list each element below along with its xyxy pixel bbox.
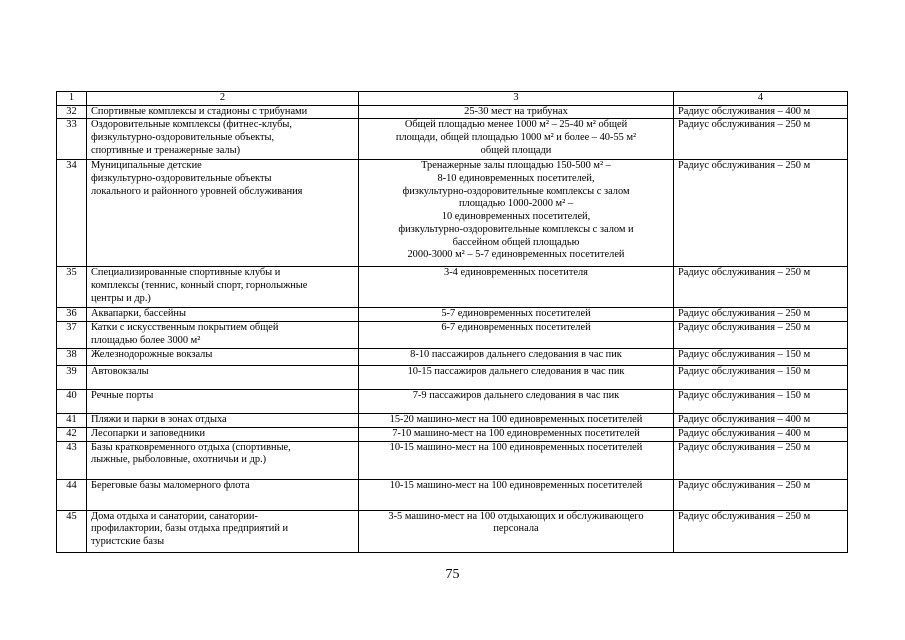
norm-value: 10-15 машино-мест на 100 единовременных посетителей bbox=[359, 479, 674, 510]
service-radius: Радиус обслуживания – 150 м bbox=[674, 366, 848, 390]
object-name: Муниципальные детские физкультурно-оздоровительные объекты локального и районного уровней обслуживания bbox=[87, 160, 359, 267]
service-radius: Радиус обслуживания – 250 м bbox=[674, 322, 848, 349]
object-name: Лесопарки и заповедники bbox=[87, 428, 359, 442]
table-row bbox=[57, 510, 848, 552]
header-col-2: 2 bbox=[87, 92, 359, 106]
object-name: Базы кратковременного отдыха (спортивные, лыжные, рыболовные, охотничьи и др.) bbox=[87, 441, 359, 479]
table-row bbox=[57, 414, 848, 428]
object-name: Автовокзалы bbox=[87, 366, 359, 390]
object-name: Пляжи и парки в зонах отдыха bbox=[87, 414, 359, 428]
service-radius: Радиус обслуживания – 250 м bbox=[674, 119, 848, 160]
row-number: 35 bbox=[57, 267, 87, 308]
page-number: 75 bbox=[445, 567, 460, 582]
norm-value: 6-7 единовременных посетителей bbox=[359, 322, 674, 349]
header-col-1: 1 bbox=[57, 92, 87, 106]
table-row bbox=[57, 366, 848, 390]
table-row bbox=[57, 322, 848, 349]
norm-value: 8-10 пассажиров дальнего следования в час пик bbox=[359, 349, 674, 366]
service-radius: Радиус обслуживания – 250 м bbox=[674, 441, 848, 479]
object-name: Речные порты bbox=[87, 390, 359, 414]
row-number: 34 bbox=[57, 160, 87, 267]
table-header-row bbox=[57, 92, 848, 106]
service-radius: Радиус обслуживания – 400 м bbox=[674, 105, 848, 119]
service-radius: Радиус обслуживания – 150 м bbox=[674, 349, 848, 366]
row-number: 39 bbox=[57, 366, 87, 390]
object-name: Дома отдыха и санатории, санатории- профилактории, базы отдыха предприятий и туристские базы bbox=[87, 510, 359, 552]
service-radius: Радиус обслуживания – 250 м bbox=[674, 160, 848, 267]
table-row bbox=[57, 160, 848, 267]
table-row bbox=[57, 390, 848, 414]
norm-value: 7-10 машино-мест на 100 единовременных посетителей bbox=[359, 428, 674, 442]
row-number: 37 bbox=[57, 322, 87, 349]
table-row bbox=[57, 479, 848, 510]
norm-value: 5-7 единовременных посетителей bbox=[359, 308, 674, 322]
service-radius: Радиус обслуживания – 400 м bbox=[674, 414, 848, 428]
row-number: 43 bbox=[57, 441, 87, 479]
header-col-3: 3 bbox=[359, 92, 674, 106]
row-number: 32 bbox=[57, 105, 87, 119]
object-name: Специализированные спортивные клубы и комплексы (теннис, конный спорт, горнолыжные центры и др.) bbox=[87, 267, 359, 308]
service-radius: Радиус обслуживания – 250 м bbox=[674, 479, 848, 510]
table-row bbox=[57, 105, 848, 119]
norm-value: 10-15 машино-мест на 100 единовременных посетителей bbox=[359, 441, 674, 479]
norm-value: 10-15 пассажиров дальнего следования в час пик bbox=[359, 366, 674, 390]
table-row bbox=[57, 119, 848, 160]
row-number: 38 bbox=[57, 349, 87, 366]
row-number: 33 bbox=[57, 119, 87, 160]
service-radius: Радиус обслуживания – 250 м bbox=[674, 267, 848, 308]
service-radius: Радиус обслуживания – 250 м bbox=[674, 510, 848, 552]
norm-value: Общей площадью менее 1000 м² – 25-40 м² общей площади, общей площадью 1000 м² и более – 40-55 м² общей площади bbox=[359, 119, 674, 160]
row-number: 42 bbox=[57, 428, 87, 442]
service-radius: Радиус обслуживания – 400 м bbox=[674, 428, 848, 442]
service-radius: Радиус обслуживания – 250 м bbox=[674, 308, 848, 322]
row-number: 41 bbox=[57, 414, 87, 428]
norm-value: 15-20 машино-мест на 100 единовременных посетителей bbox=[359, 414, 674, 428]
service-radius: Радиус обслуживания – 150 м bbox=[674, 390, 848, 414]
table-row bbox=[57, 308, 848, 322]
table-row bbox=[57, 349, 848, 366]
object-name: Железнодорожные вокзалы bbox=[87, 349, 359, 366]
table-row bbox=[57, 267, 848, 308]
object-name: Оздоровительные комплексы (фитнес-клубы, физкультурно-оздоровительные объекты, спортивные и тренажерные залы) bbox=[87, 119, 359, 160]
table-row bbox=[57, 441, 848, 479]
norm-value: 3-5 машино-мест на 100 отдыхающих и обслуживающего персонала bbox=[359, 510, 674, 552]
table-row bbox=[57, 428, 848, 442]
norm-value: 3-4 единовременных посетителя bbox=[359, 267, 674, 308]
row-number: 40 bbox=[57, 390, 87, 414]
row-number: 45 bbox=[57, 510, 87, 552]
norms-table bbox=[56, 91, 848, 553]
object-name: Аквапарки, бассейны bbox=[87, 308, 359, 322]
object-name: Спортивные комплексы и стадионы с трибунами bbox=[87, 105, 359, 119]
norm-value: 25-30 мест на трибунах bbox=[359, 105, 674, 119]
row-number: 44 bbox=[57, 479, 87, 510]
object-name: Катки с искусственным покрытием общей площадью более 3000 м² bbox=[87, 322, 359, 349]
row-number: 36 bbox=[57, 308, 87, 322]
object-name: Береговые базы маломерного флота bbox=[87, 479, 359, 510]
norm-value: Тренажерные залы площадью 150-500 м² – 8-10 единовременных посетителей, физкультурно-оздоровительные комплексы с залом площадью 1000-2000 м² – 10 единовременных посетителей, физкультурно-оздоровительные комплексы с залом и бассейном общей площадью 2000-3000 м² – 5-7 единовременных посетителей bbox=[359, 160, 674, 267]
norm-value: 7-9 пассажиров дальнего следования в час пик bbox=[359, 390, 674, 414]
header-col-4: 4 bbox=[674, 92, 848, 106]
